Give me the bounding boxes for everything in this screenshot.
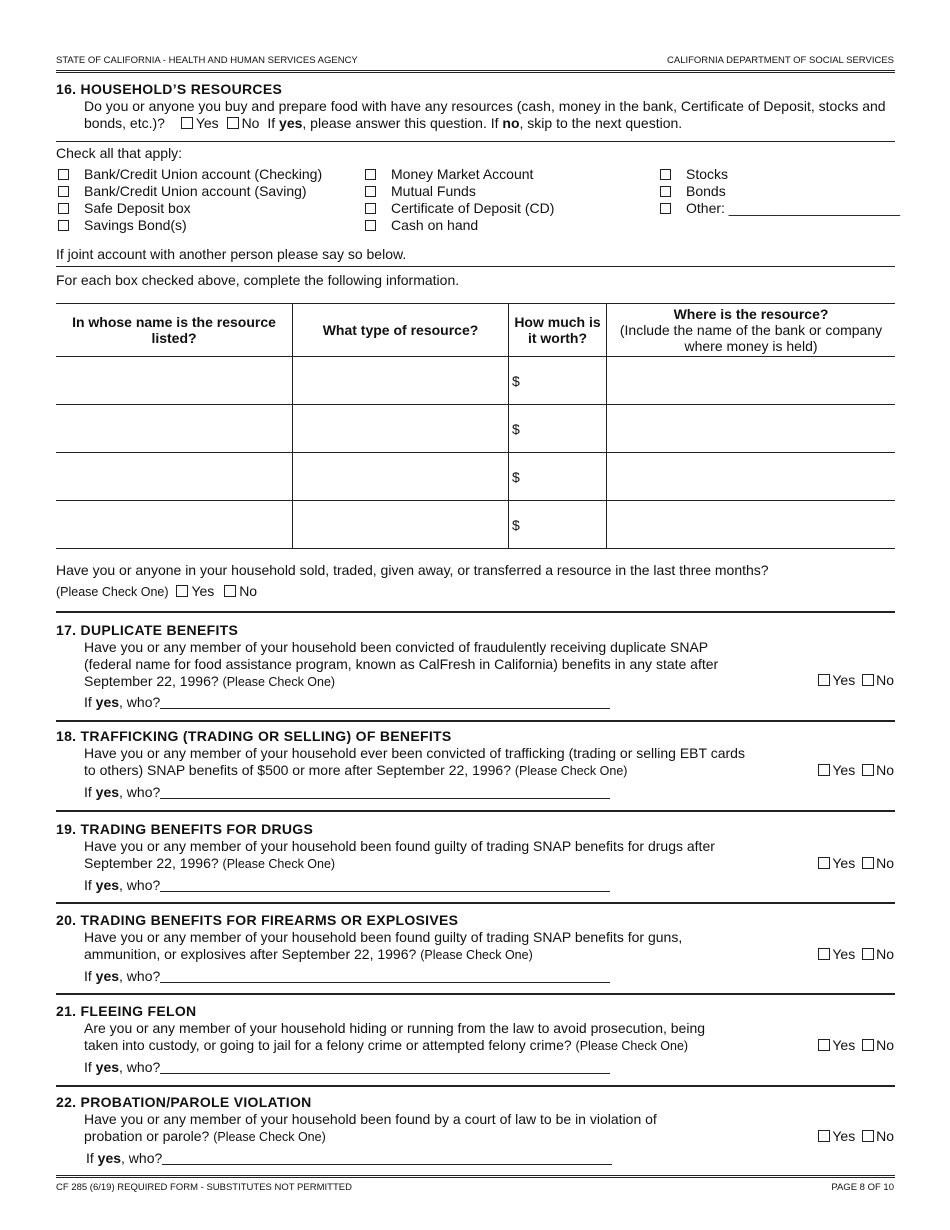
if-label: If [84, 968, 92, 984]
who-input-line[interactable] [160, 784, 610, 799]
department-header: CALIFORNIA DEPARTMENT OF SOCIAL SERVICES [667, 55, 894, 66]
header-whose-name: In whose name is the resource listed? [56, 304, 293, 357]
s22-if-yes-who [86, 1150, 612, 1166]
who-input-line[interactable] [160, 968, 610, 983]
yes-label: Yes [832, 946, 856, 962]
checkbox[interactable] [58, 203, 69, 214]
worth-cell[interactable] [509, 501, 607, 549]
table-row [56, 501, 895, 549]
header-location [607, 304, 896, 357]
section-divider [56, 902, 895, 904]
section-18-question [56, 745, 746, 780]
no-label: No [876, 762, 894, 778]
option-bonds[interactable] [660, 183, 726, 200]
option-stocks[interactable] [660, 166, 728, 183]
location-cell[interactable] [607, 405, 896, 453]
if-label: If [84, 784, 92, 800]
option-saving[interactable] [58, 183, 307, 200]
no-checkbox[interactable] [862, 1130, 874, 1142]
question-text: Have you or any member of your household ever been convicted of trafficking (trading or selling EBT cards to others) SNAP benefits of $500 or more after September 22, 1996? [84, 745, 745, 778]
option-checking[interactable] [58, 166, 322, 183]
who-input-line[interactable] [160, 877, 610, 892]
yes-bold: yes [95, 1059, 120, 1075]
sold-no-checkbox[interactable] [224, 585, 236, 597]
s21-yes-no [818, 1037, 894, 1053]
yes-checkbox[interactable] [818, 764, 830, 776]
yes-checkbox[interactable] [818, 1039, 830, 1051]
question-text: Have you or any member of your household been found guilty of trading SNAP benefits for guns, ammunition, or explosives after September 22, 1996? [84, 929, 683, 962]
question-text: Have you or any member of your household been found by a court of law to be in violation of probation or parole? [84, 1111, 657, 1144]
no-label: No [876, 946, 894, 962]
section-divider [56, 810, 895, 812]
yes-bold: yes [279, 115, 303, 131]
who-input-line[interactable] [162, 1150, 612, 1165]
section-22-question [56, 1111, 676, 1146]
section-16-question-text: Do you or anyone you buy and prepare food with have any resources (cash, money in the bank, Certificate of Deposit, stocks and bonds, etc.)? [84, 98, 886, 131]
no-label: No [876, 1037, 894, 1053]
section-divider [56, 993, 895, 995]
yes-label: Yes [832, 1128, 856, 1144]
table-instruction: For each box checked above, complete the following information. [56, 272, 460, 288]
who-label: , who? [121, 1150, 163, 1166]
question-text: Have you or any member of your household been found guilty of trading SNAP benefits for drugs after September 22, 1996? [84, 838, 715, 871]
sold-resource-answer [56, 583, 257, 601]
yes-label: Yes [832, 855, 856, 871]
if-label: If [84, 694, 92, 710]
owner-cell[interactable] [56, 501, 293, 549]
please-check-note: (Please Check One) [222, 857, 336, 871]
s19-if-yes-who [84, 877, 610, 893]
checkbox[interactable] [58, 186, 69, 197]
yes-checkbox[interactable] [818, 674, 830, 686]
worth-cell[interactable] [509, 453, 607, 501]
yes-checkbox[interactable] [818, 1130, 830, 1142]
option-label: Safe Deposit box [84, 200, 191, 216]
s22-yes-no [818, 1128, 894, 1144]
section-16-title: 16. HOUSEHOLD’S RESOURCES [56, 81, 283, 97]
table-header-row [56, 304, 895, 357]
yes-bold: yes [97, 1150, 122, 1166]
section-divider [56, 1085, 895, 1087]
no-label: No [876, 672, 894, 688]
location-cell[interactable] [607, 357, 896, 405]
checkbox[interactable] [365, 203, 376, 214]
form-number: CF 285 (6/19) REQUIRED FORM - SUBSTITUTES NOT PERMITTED [56, 1182, 352, 1193]
yes-checkbox[interactable] [818, 857, 830, 869]
please-check-note: (Please Check One) [213, 1130, 326, 1144]
location-cell[interactable] [607, 453, 896, 501]
who-label: , who? [119, 1059, 161, 1075]
divider [56, 141, 895, 142]
question-text: Have you or any member of your household been convicted of fraudulently receiving duplicate SNAP (federal name for food assistance program, known as CalFresh in California) benefits in any state after September 22, 1996? [84, 639, 719, 689]
checkbox[interactable] [660, 169, 671, 180]
please-check-note: (Please Check One) [514, 764, 628, 778]
checkbox[interactable] [660, 186, 671, 197]
location-cell[interactable] [607, 501, 896, 549]
who-input-line[interactable] [160, 1059, 610, 1074]
checkbox[interactable] [660, 203, 671, 214]
if-label: If [84, 1059, 92, 1075]
please-check-note: (Please Check One) [56, 585, 169, 599]
no-label: No [239, 583, 258, 599]
option-label: Stocks [686, 166, 729, 182]
who-label: , who? [119, 694, 161, 710]
table-row [56, 357, 895, 405]
section-16-question [84, 98, 896, 132]
section-20-question [56, 929, 716, 964]
owner-cell[interactable] [56, 405, 293, 453]
no-label: No [876, 1128, 894, 1144]
who-input-line[interactable] [160, 694, 610, 709]
resources-table [56, 303, 895, 549]
section-divider [56, 611, 895, 613]
section-20-title: 20. TRADING BENEFITS FOR FIREARMS OR EXPLOSIVES [56, 912, 459, 928]
joint-account-note: If joint account with another person please say so below. [56, 246, 407, 262]
header-resource-type: What type of resource? [293, 304, 509, 357]
option-label: Bank/Credit Union account (Saving) [84, 183, 307, 199]
option-savings-bonds[interactable] [58, 217, 187, 234]
check-all-label: Check all that apply: [56, 145, 183, 161]
no-checkbox[interactable] [862, 1039, 874, 1051]
type-cell[interactable] [293, 453, 509, 501]
dollar-sign: $ [512, 516, 520, 533]
no-bold: no [502, 115, 520, 131]
yes-checkbox[interactable] [818, 948, 830, 960]
if-label: If [267, 115, 276, 131]
header-location-note: (Include the name of the bank or company where money is held) [619, 322, 883, 354]
dollar-sign: $ [512, 468, 520, 485]
section-22-title: 22. PROBATION/PAROLE VIOLATION [56, 1094, 312, 1110]
if-label: If [86, 1150, 94, 1166]
dollar-sign: $ [512, 420, 520, 437]
type-cell[interactable] [293, 405, 509, 453]
who-label: , who? [119, 968, 161, 984]
owner-cell[interactable] [56, 453, 293, 501]
no-label: No [241, 115, 260, 131]
no-checkbox[interactable] [862, 764, 874, 776]
option-cash[interactable] [365, 217, 478, 234]
yes-bold: yes [95, 694, 120, 710]
header-worth: How much is it worth? [509, 304, 607, 357]
who-label: , who? [119, 877, 161, 893]
option-label: Savings Bond(s) [84, 217, 187, 233]
section-19-question [56, 838, 746, 873]
header-location-title: Where is the resource? [673, 306, 829, 322]
option-money-market[interactable] [365, 166, 533, 183]
yes-bold: yes [95, 968, 120, 984]
option-cd[interactable] [365, 200, 554, 217]
s20-if-yes-who [84, 968, 610, 984]
yes-label: Yes [832, 1037, 856, 1053]
yes-label: Yes [832, 762, 856, 778]
s18-if-yes-who [84, 784, 610, 800]
no-checkbox[interactable] [862, 948, 874, 960]
s21-if-yes-who [84, 1059, 610, 1075]
section-18-title: 18. TRAFFICKING (TRADING OR SELLING) OF BENEFITS [56, 728, 452, 744]
sold-resource-question: Have you or anyone in your household sold, traded, given away, or transferred a resource in the last three months? [56, 562, 769, 578]
type-cell[interactable] [293, 357, 509, 405]
section-17-title: 17. DUPLICATE BENEFITS [56, 622, 239, 638]
header-divider [56, 70, 895, 73]
checkbox[interactable] [365, 186, 376, 197]
instruction-part3: , skip to the next question. [519, 115, 683, 131]
footer-divider [56, 1175, 895, 1178]
checkbox[interactable] [365, 220, 376, 231]
agency-header: STATE OF CALIFORNIA - HEALTH AND HUMAN SERVICES AGENCY [56, 55, 358, 66]
s18-yes-no [818, 762, 894, 778]
please-check-note: (Please Check One) [222, 675, 336, 689]
option-label: Money Market Account [391, 166, 534, 182]
owner-cell[interactable] [56, 357, 293, 405]
option-label: Bank/Credit Union account (Checking) [84, 166, 323, 182]
dollar-sign: $ [512, 372, 520, 389]
yes-label: Yes [191, 583, 215, 599]
checkbox[interactable] [365, 169, 376, 180]
section-17-question [56, 639, 736, 691]
option-label: Bonds [686, 183, 726, 199]
s17-yes-no [818, 672, 894, 688]
no-checkbox[interactable] [862, 857, 874, 869]
yes-bold: yes [95, 784, 120, 800]
question-text: Are you or any member of your household hiding or running from the law to avoid prosecution, being taken into custody, or going to jail for a felony crime or attempted felony crime? [84, 1020, 706, 1053]
if-label: If [84, 877, 92, 893]
section-divider [56, 720, 895, 722]
checkbox[interactable] [58, 220, 69, 231]
option-mutual-funds[interactable] [365, 183, 476, 200]
section-21-title: 21. FLEEING FELON [56, 1003, 197, 1019]
sold-yes-checkbox[interactable] [176, 585, 188, 597]
s19-yes-no [818, 855, 894, 871]
option-other[interactable] [660, 200, 900, 217]
yes-label: Yes [832, 672, 856, 688]
option-safe-deposit[interactable] [58, 200, 191, 217]
worth-cell[interactable] [509, 357, 607, 405]
option-label: Mutual Funds [391, 183, 476, 199]
resources-no-checkbox[interactable] [227, 117, 239, 129]
resources-yes-checkbox[interactable] [181, 117, 193, 129]
option-label: Certificate of Deposit (CD) [391, 200, 555, 216]
no-checkbox[interactable] [862, 674, 874, 686]
instruction-part2: , please answer this question. If [302, 115, 499, 131]
no-label: No [876, 855, 894, 871]
yes-label: Yes [195, 115, 219, 131]
table-row [56, 453, 895, 501]
s17-if-yes-who [84, 694, 610, 710]
please-check-note: (Please Check One) [420, 948, 533, 962]
please-check-note: (Please Check One) [575, 1039, 689, 1053]
worth-cell[interactable] [509, 405, 607, 453]
option-label: Other: ______________________ [686, 200, 901, 216]
checkbox[interactable] [58, 169, 69, 180]
divider [56, 266, 895, 267]
page-number: PAGE 8 OF 10 [831, 1182, 894, 1193]
section-21-question [56, 1020, 736, 1055]
type-cell[interactable] [293, 501, 509, 549]
yes-bold: yes [95, 877, 120, 893]
who-label: , who? [119, 784, 161, 800]
option-label: Cash on hand [391, 217, 479, 233]
table-row [56, 405, 895, 453]
section-19-title: 19. TRADING BENEFITS FOR DRUGS [56, 821, 314, 837]
s20-yes-no [818, 946, 894, 962]
